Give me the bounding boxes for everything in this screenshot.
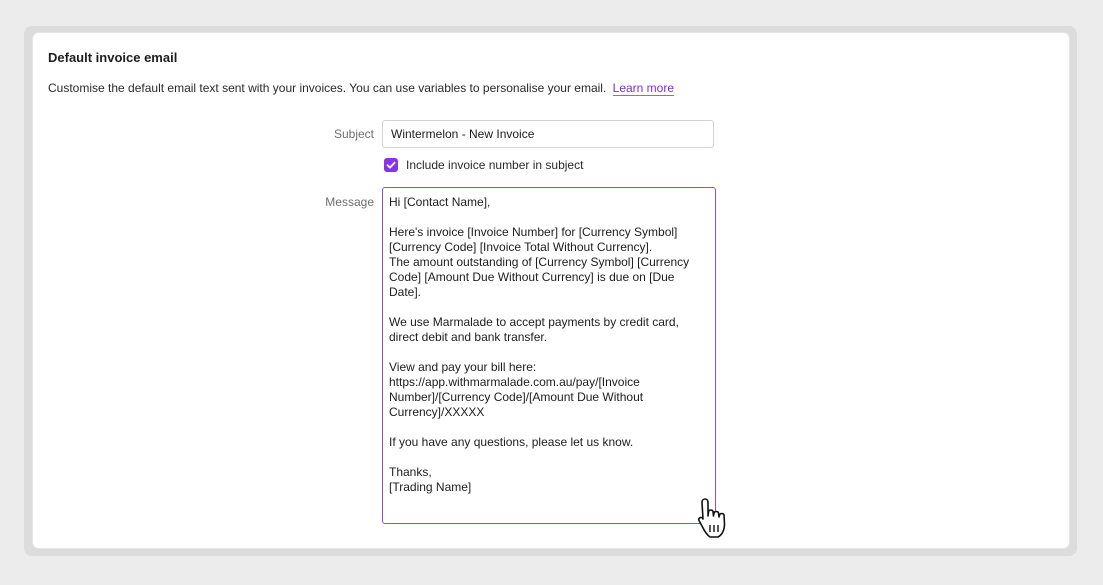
subject-label: Subject <box>333 127 374 141</box>
include-invoice-number-row[interactable] <box>384 158 583 172</box>
default-invoice-email-card <box>33 33 1069 548</box>
description-text: Customise the default email text sent with your invoices. You can use variables to personalise your email. <box>48 81 607 95</box>
section-description <box>48 81 674 95</box>
subject-input[interactable] <box>382 120 714 148</box>
include-invoice-number-checkbox[interactable] <box>384 158 398 172</box>
include-invoice-number-label: Include invoice number in subject <box>406 158 584 172</box>
section-title: Default invoice email <box>48 50 178 65</box>
hand-pointer-icon <box>694 496 734 542</box>
message-label: Message <box>325 195 374 209</box>
learn-more-link[interactable]: Learn more <box>612 81 675 95</box>
check-icon <box>386 160 396 170</box>
message-textarea[interactable]: Hi [Contact Name], Here's invoice [Invoice Number] for [Currency Symbol][Currency Code] [Invoice Total Without Currency]. The amount outstanding of [Currency Symbol] [Currency Code] [Amount Due Without Currency] is due on [Due Date]. We use Marmalade to accept payments by credit card, direct debit and bank transfer. View and pay your bill here: https://app.withmarmalade.com.au/pay/[Invoice Number]/[Currency Code]/[Amount Due Without Currency]/XXXXX If you have any questions, please let us know. Thanks, [Trading Name] <box>382 187 716 524</box>
